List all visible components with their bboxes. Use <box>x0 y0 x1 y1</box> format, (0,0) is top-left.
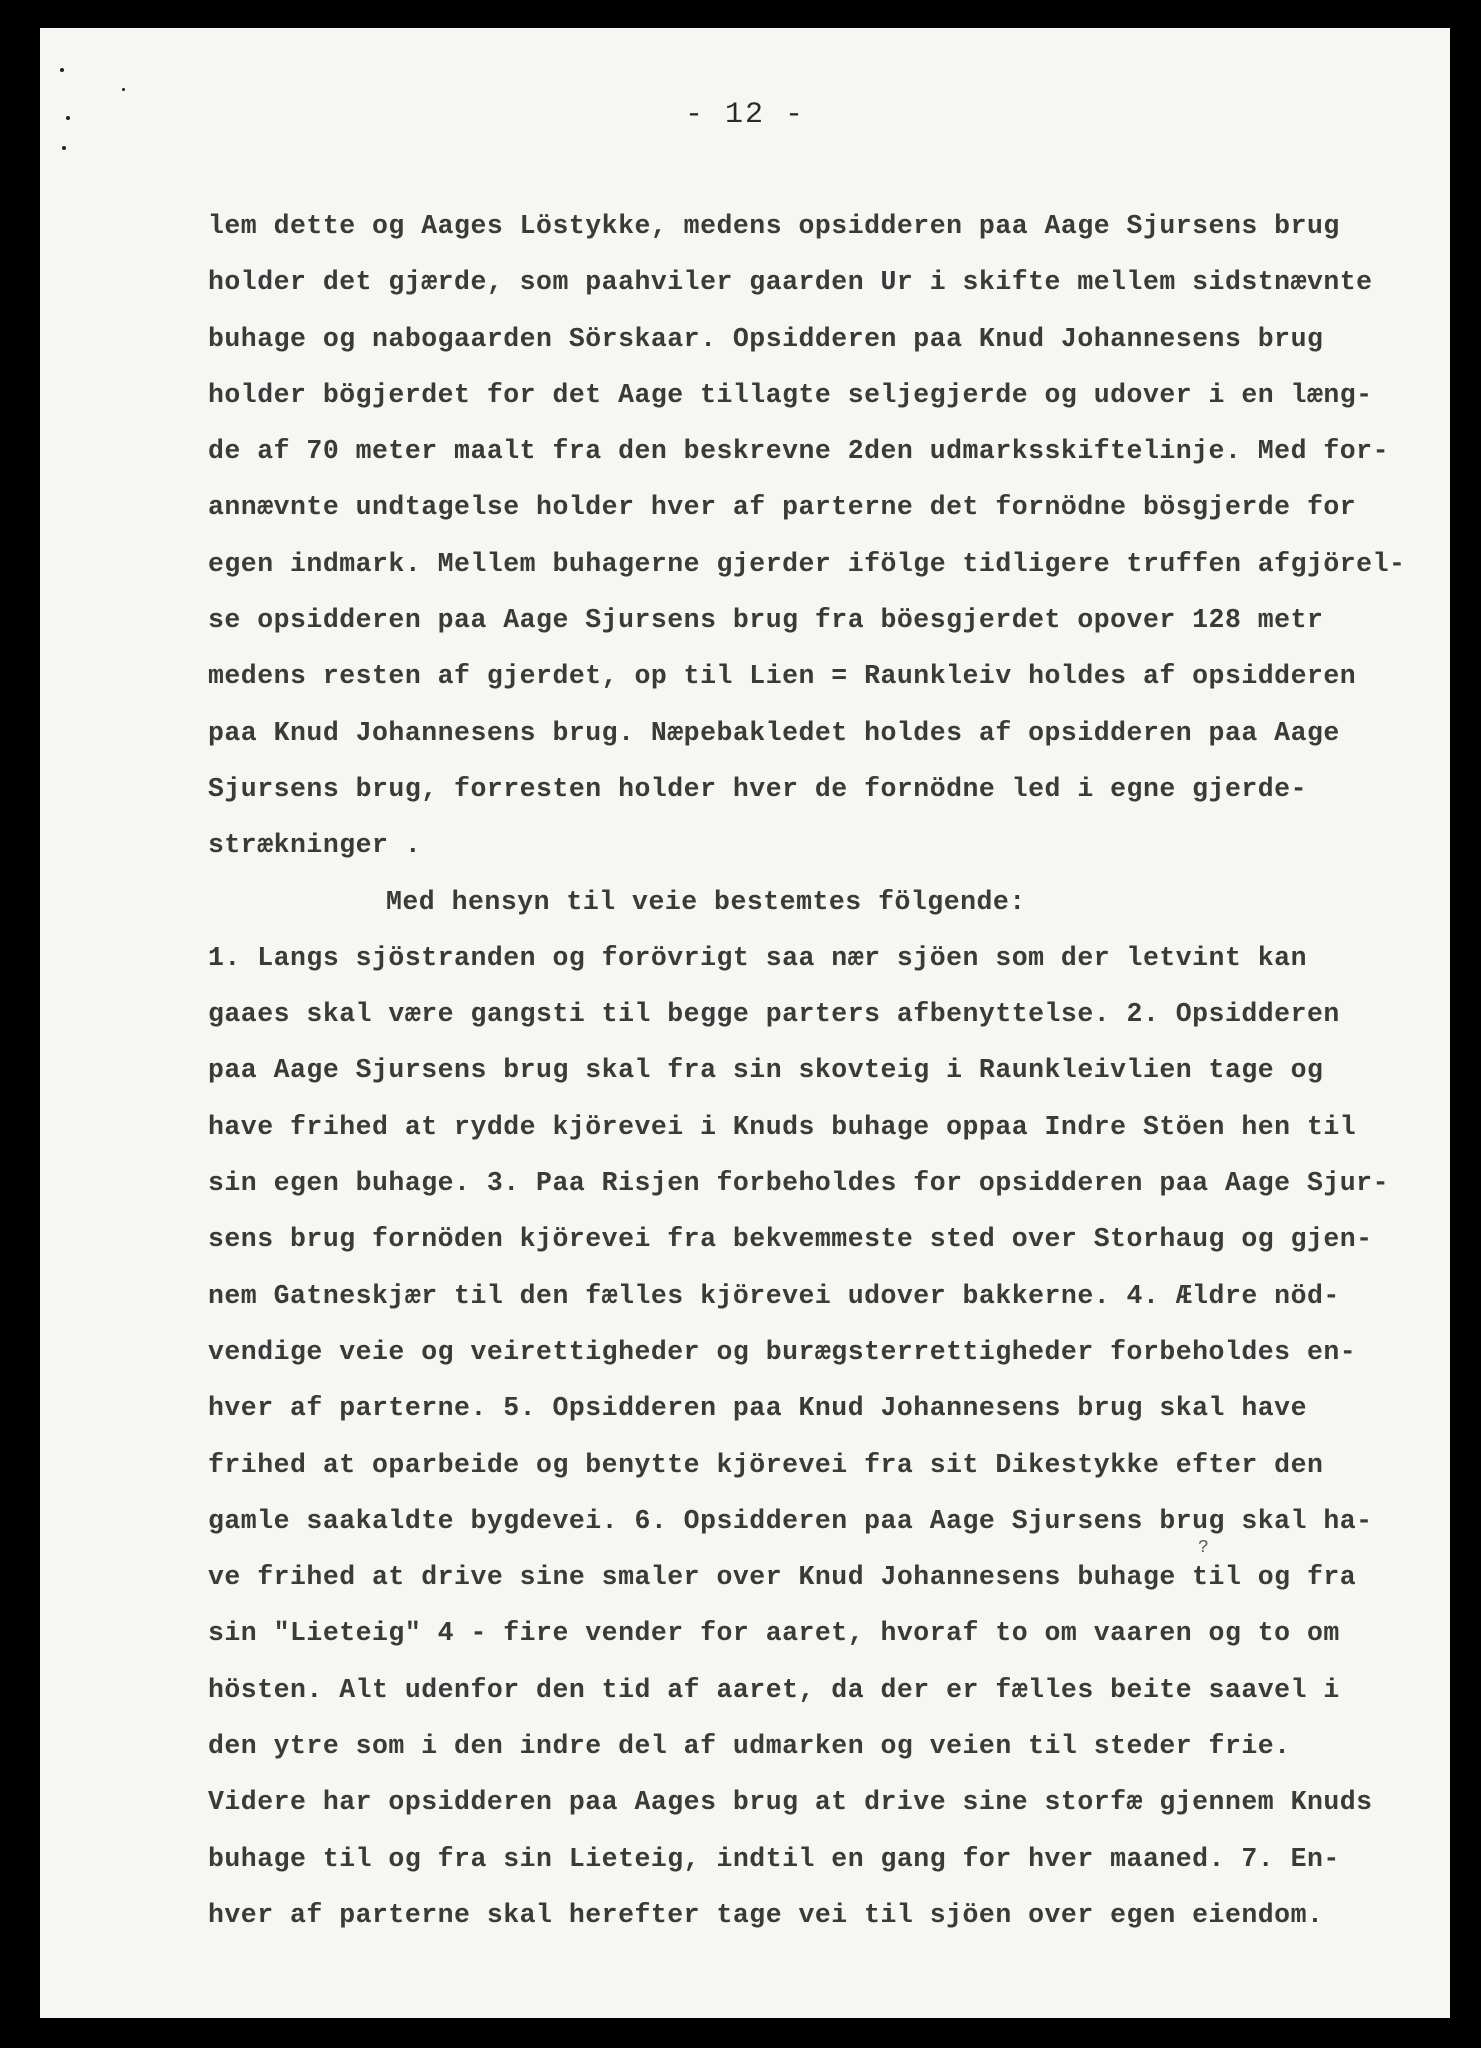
text-line: sin egen buhage. 3. Paa Risjen forbeholdes for opsidderen paa Aage Sjur- <box>208 1168 1389 1199</box>
text-line: 1. Langs sjöstranden og forövrigt saa nær sjöen som der letvint kan <box>208 942 1307 973</box>
text-line: holder bögjerdet for det Aage tillagte seljegjerde og udover i en læng- <box>208 379 1373 410</box>
text-line: vendige veie og veirettigheder og burægsterrettigheder forbeholdes en- <box>208 1336 1357 1367</box>
text-line: holder det gjærde, som paahviler gaarden Ur i skifte mellem sidstnævnte <box>208 267 1373 298</box>
scan-speck <box>60 68 64 72</box>
typed-body-text <box>208 198 1448 1943</box>
document-page <box>40 28 1450 2018</box>
scan-speck <box>122 88 125 91</box>
text-line: strækninger . <box>208 830 422 861</box>
text-line: annævnte undtagelse holder hver af parterne det fornödne bösgjerde for <box>208 492 1357 523</box>
text-line: have frihed at rydde kjörevei i Knuds buhage oppaa Indre Stöen hen til <box>208 1111 1357 1142</box>
text-line: paa Knud Johannesens brug. Næpebakledet holdes af opsidderen paa Aage <box>208 717 1340 748</box>
text-line: hver af parterne. 5. Opsidderen paa Knud Johannesens brug skal have <box>208 1393 1307 1424</box>
text-line: egen indmark. Mellem buhagerne gjerder ifölge tidligere truffen afgjörel- <box>208 548 1406 579</box>
section-heading-line: Med hensyn til veie bestemtes fölgende: <box>386 886 1026 917</box>
text-line: nem Gatneskjær til den fælles kjörevei udover bakkerne. 4. Ældre nöd- <box>208 1280 1340 1311</box>
text-line: de af 70 meter maalt fra den beskrevne 2den udmarksskiftelinje. Med for- <box>208 436 1389 467</box>
text-line: se opsidderen paa Aage Sjursens brug fra böesgjerdet opover 128 metr <box>208 605 1324 636</box>
text-line: ve frihed at drive sine smaler over Knud Johannesens buhage til og fra <box>208 1562 1357 1593</box>
text-line: paa Aage Sjursens brug skal fra sin skovteig i Raunkleivlien tage og <box>208 1055 1324 1086</box>
text-line: buhage til og fra sin Lieteig, indtil en gang for hver maaned. 7. En- <box>208 1843 1340 1874</box>
text-line: den ytre som i den indre del af udmarken og veien til steder frie. <box>208 1731 1291 1762</box>
text-line: gamle saakaldte bygdevei. 6. Opsidderen paa Aage Sjursens brug skal ha- <box>208 1505 1373 1536</box>
text-line: lem dette og Aages Löstykke, medens opsidderen paa Aage Sjursens brug <box>208 211 1340 241</box>
handwritten-question-mark: ? <box>1198 1538 1209 1558</box>
text-line: sin "Lieteig" 4 - fire vender for aaret, hvoraf to om vaaren og to om <box>208 1618 1340 1649</box>
text-line: buhage og nabogaarden Sörskaar. Opsidderen paa Knud Johannesens brug <box>208 323 1324 354</box>
text-line: Videre har opsidderen paa Aages brug at drive sine storfæ gjennem Knuds <box>208 1787 1373 1818</box>
page-number: - 12 - <box>684 98 806 132</box>
text-line: hösten. Alt udenfor den tid af aaret, da der er fælles beite saavel i <box>208 1674 1340 1705</box>
text-line: gaaes skal være gangsti til begge parters afbenyttelse. 2. Opsidderen <box>208 999 1340 1030</box>
text-line: Sjursens brug, forresten holder hver de fornödne led i egne gjerde- <box>208 773 1307 804</box>
text-line: medens resten af gjerdet, op til Lien = Raunkleiv holdes af opsidderen <box>208 661 1357 692</box>
text-line: hver af parterne skal herefter tage vei til sjöen over egen eiendom. <box>208 1899 1324 1930</box>
text-line: frihed at oparbeide og benytte kjörevei fra sit Dikestykke efter den <box>208 1449 1324 1480</box>
text-line: sens brug fornöden kjörevei fra bekvemmeste sted over Storhaug og gjen- <box>208 1224 1373 1255</box>
scan-speck <box>62 146 66 150</box>
